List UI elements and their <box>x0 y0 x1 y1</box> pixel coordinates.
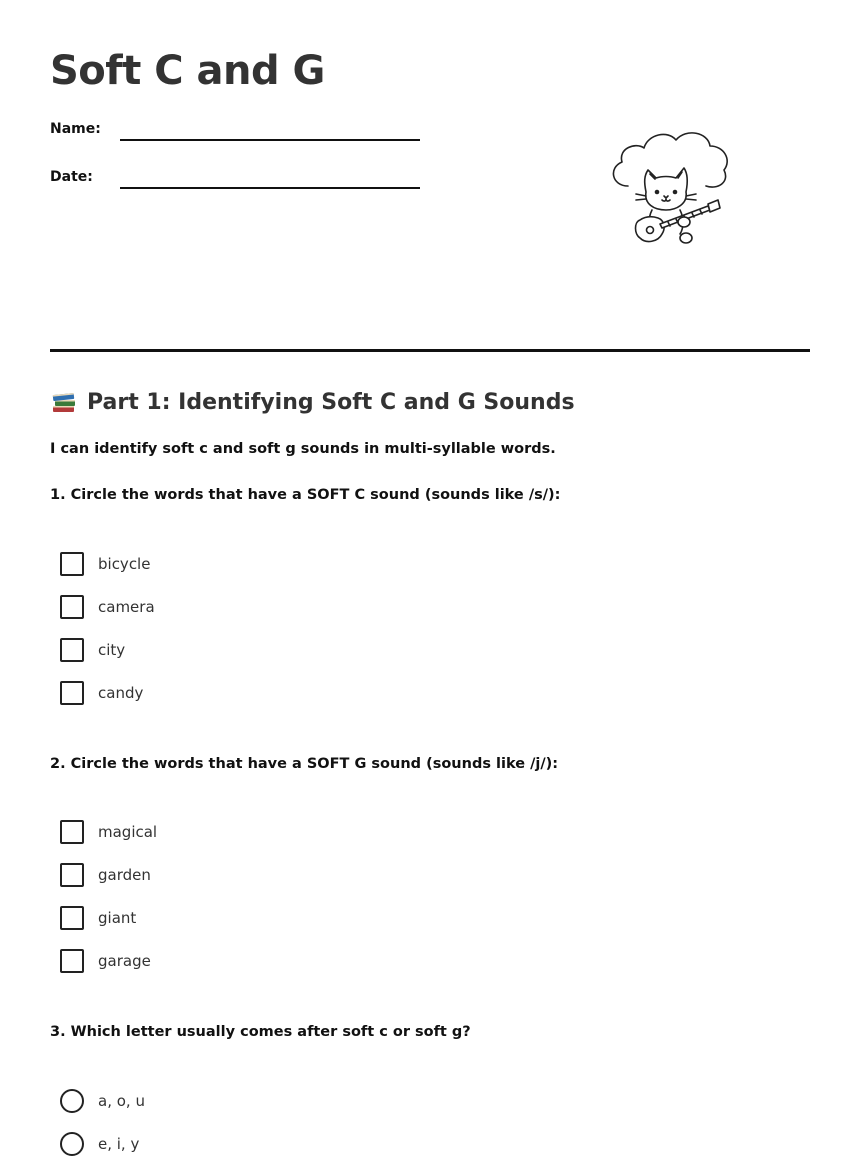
name-label: Name: <box>50 121 101 137</box>
part-1-heading <box>50 388 575 416</box>
option-label: garden <box>98 866 151 884</box>
question-3-prompt: 3. Which letter usually comes after soft c or soft g? <box>50 1024 471 1040</box>
option-label: candy <box>98 684 144 702</box>
learning-objective: I can identify soft c and soft g sounds in multi-syllable words. <box>50 441 556 457</box>
books-icon <box>50 388 78 416</box>
name-input-line[interactable] <box>120 121 420 141</box>
section-divider <box>50 349 810 352</box>
checkbox[interactable] <box>60 552 84 576</box>
part-1-heading-text: Part 1: Identifying Soft C and G Sounds <box>87 389 575 415</box>
date-label: Date: <box>50 169 93 185</box>
checkbox[interactable] <box>60 863 84 887</box>
option-label: camera <box>98 598 155 616</box>
date-field-row <box>50 169 420 185</box>
q1-option-city[interactable] <box>60 637 125 663</box>
checkbox[interactable] <box>60 820 84 844</box>
q2-option-garage[interactable] <box>60 948 151 974</box>
q1-option-camera[interactable] <box>60 594 155 620</box>
checkbox[interactable] <box>60 681 84 705</box>
checkbox[interactable] <box>60 638 84 662</box>
checkbox[interactable] <box>60 595 84 619</box>
cat-guitar-icon <box>606 124 734 246</box>
option-label: magical <box>98 823 158 841</box>
name-field-row <box>50 121 420 137</box>
radio-button[interactable] <box>60 1132 84 1156</box>
date-input-line[interactable] <box>120 169 420 189</box>
q3-option-e-i-y[interactable] <box>60 1131 139 1157</box>
radio-button[interactable] <box>60 1089 84 1113</box>
option-label: e, i, y <box>98 1135 140 1153</box>
q2-option-magical[interactable] <box>60 819 157 845</box>
option-label: city <box>98 641 126 659</box>
checkbox[interactable] <box>60 949 84 973</box>
option-label: a, o, u <box>98 1092 145 1110</box>
q1-option-candy[interactable] <box>60 680 143 706</box>
q2-option-giant[interactable] <box>60 905 136 931</box>
option-label: giant <box>98 909 137 927</box>
question-2-prompt: 2. Circle the words that have a SOFT G sound (sounds like /j/): <box>50 756 559 772</box>
q2-option-garden[interactable] <box>60 862 151 888</box>
checkbox[interactable] <box>60 906 84 930</box>
page-title: Soft C and G <box>50 48 325 94</box>
question-1-prompt: 1. Circle the words that have a SOFT C sound (sounds like /s/): <box>50 487 561 503</box>
q3-option-a-o-u[interactable] <box>60 1088 145 1114</box>
option-label: bicycle <box>98 555 151 573</box>
option-label: garage <box>98 952 151 970</box>
q1-option-bicycle[interactable] <box>60 551 150 577</box>
